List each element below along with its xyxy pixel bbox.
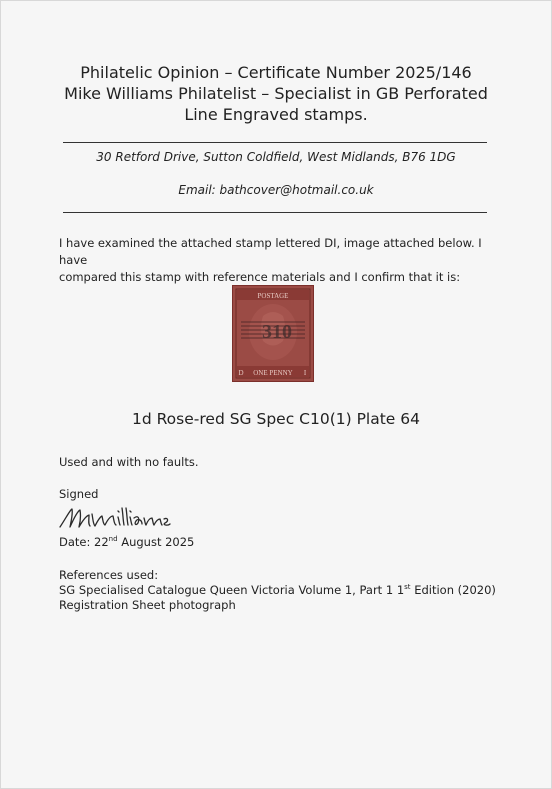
- ref1-suffix: Edition (2020): [410, 583, 496, 597]
- condition-note: Used and with no faults.: [59, 455, 199, 469]
- issuer-email: Email: bathcover@hotmail.co.uk: [178, 183, 374, 197]
- date-ordinal: nd: [108, 535, 118, 544]
- reference-item-2: Registration Sheet photograph: [59, 598, 236, 612]
- signature-graphic: [58, 500, 208, 536]
- reference-item-1: [59, 583, 496, 598]
- stamp-graphic: [233, 286, 313, 381]
- signature: [58, 500, 208, 536]
- certificate-header: [0, 62, 552, 125]
- references-label: References used:: [59, 568, 159, 582]
- certificate-title: Philatelic Opinion – Certificate Number 2025/146: [80, 63, 472, 82]
- stamp-top-text: POSTAGE: [257, 292, 289, 300]
- intro-line-1: I have examined the attached stamp lettered DI, image attached below. I have: [59, 236, 482, 267]
- intro-paragraph: [59, 235, 499, 286]
- intro-line-2: compared this stamp with reference materials and I confirm that it is:: [59, 270, 461, 284]
- postmark-number: 310: [262, 321, 292, 343]
- issuer-address: 30 Retford Drive, Sutton Coldfield, West Midlands, B76 1DG: [96, 150, 456, 164]
- divider-bottom: [63, 212, 487, 213]
- ref1-ordinal: st: [404, 583, 411, 592]
- signed-label: Signed: [59, 487, 99, 501]
- issuer-line: Mike Williams Philatelist – Specialist in GB Perforated: [64, 84, 488, 103]
- certificate-date: [59, 535, 194, 550]
- date-prefix: Date: 22: [59, 535, 109, 549]
- stamp-image: [233, 286, 313, 381]
- ref1-prefix: SG Specialised Catalogue Queen Victoria Volume 1, Part 1 1: [59, 583, 405, 597]
- stamp-corner-br: I: [303, 369, 307, 377]
- stamp-corner-bl: D: [238, 369, 244, 377]
- issuer-line-cont: Line Engraved stamps.: [184, 105, 368, 124]
- divider-top: [63, 142, 487, 143]
- date-suffix: August 2025: [117, 535, 195, 549]
- stamp-identification: 1d Rose-red SG Spec C10(1) Plate 64: [131, 410, 420, 428]
- stamp-bottom-text: ONE PENNY: [253, 369, 293, 377]
